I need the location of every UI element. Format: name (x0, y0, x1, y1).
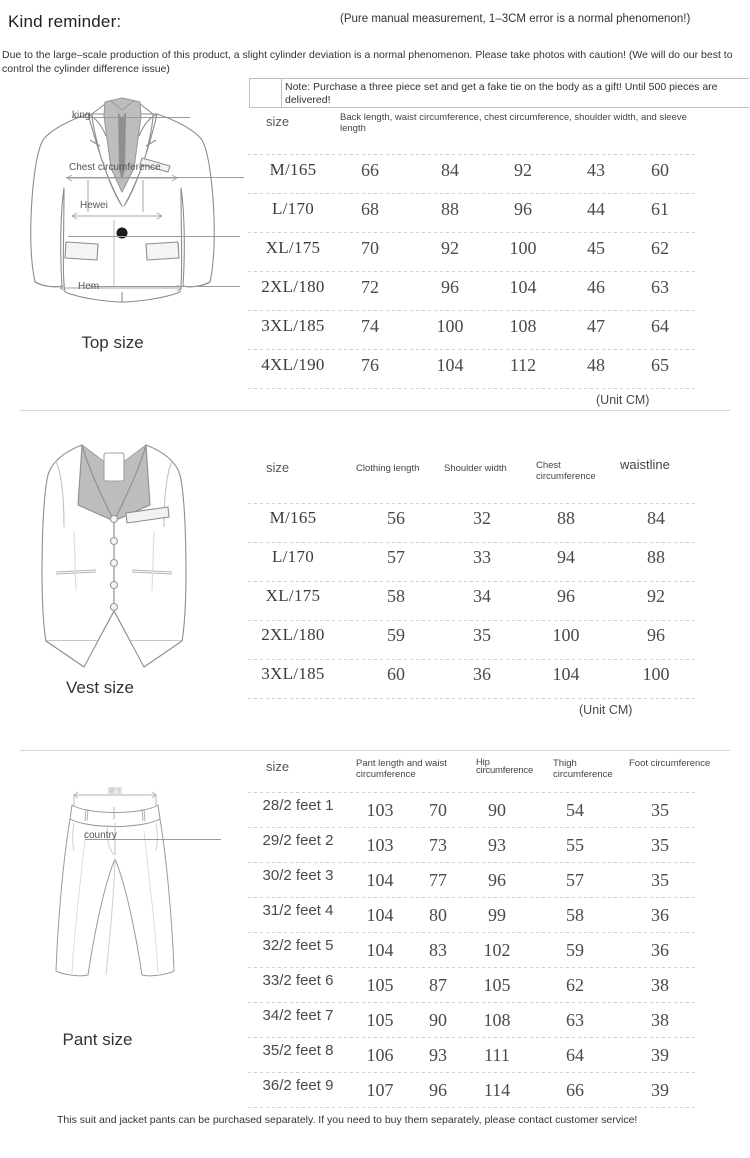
pants-cell-value: 35 (651, 800, 669, 820)
jacket-label-shoulder: king (72, 110, 91, 121)
pants-cell-size: 36/2 feet 9 (262, 1077, 334, 1094)
vest-row-divider (248, 542, 698, 543)
vest-row-divider (248, 659, 698, 660)
vest-cell-value: 92 (647, 586, 665, 606)
pants-label-country: country (84, 830, 117, 841)
jacket-cell-value: 100 (509, 238, 537, 258)
jacket-cell-value: 72 (361, 277, 379, 297)
pants-cell-value: 39 (651, 1045, 669, 1065)
pants-cell-value: 38 (651, 1010, 669, 1030)
jacket-cell-size: L/170 (271, 199, 315, 218)
jacket-chest-leader (66, 177, 244, 178)
pants-cell-value: 104 (366, 870, 394, 890)
pants-cell-size: 28/2 feet 1 (262, 797, 334, 814)
vest-cell-value: 100 (642, 664, 670, 684)
vest-header-clothing-length: Clothing length (356, 463, 420, 474)
pants-cell-size: 32/2 feet 5 (262, 937, 334, 954)
pants-cell-value: 35 (651, 835, 669, 855)
jacket-cell-value: 108 (509, 316, 537, 336)
pants-row-divider (248, 897, 698, 898)
jacket-cell-value: 45 (587, 238, 605, 258)
pants-cell-value: 58 (566, 905, 584, 925)
pants-row-divider (248, 1002, 698, 1003)
pants-cell-size: 33/2 feet 6 (262, 972, 334, 989)
pants-cell-value: 83 (429, 940, 447, 960)
section-divider-1 (20, 410, 730, 411)
vest-header-size: size (266, 460, 290, 475)
pants-cell-value: 93 (488, 835, 506, 855)
jacket-cell-size: 4XL/190 (261, 355, 325, 374)
jacket-cell-value: 76 (361, 355, 379, 375)
pants-illustration (30, 775, 200, 1015)
pants-cell-value: 114 (483, 1080, 511, 1100)
pants-cell-value: 36 (651, 940, 669, 960)
pants-row-divider (248, 827, 698, 828)
manual-measurement-note: (Pure manual measurement, 1–3CM error is a normal phenomenon!) (340, 13, 691, 25)
pants-header-thigh-circumference: Thigh circumference (553, 758, 613, 780)
jacket-row-divider (248, 271, 698, 272)
jacket-cell-value: 44 (587, 199, 605, 219)
jacket-cell-value: 46 (587, 277, 605, 297)
pants-cell-value: 39 (651, 1080, 669, 1100)
vest-cell-value: 100 (552, 625, 580, 645)
vest-cell-value: 60 (387, 664, 405, 684)
pants-cell-value: 66 (566, 1080, 584, 1100)
pants-cell-value: 36 (651, 905, 669, 925)
jacket-cell-value: 112 (509, 355, 537, 375)
jacket-cell-value: 64 (651, 316, 669, 336)
jacket-cell-value: 96 (441, 277, 459, 297)
pants-cell-value: 99 (488, 905, 506, 925)
section-divider-2 (20, 750, 730, 751)
jacket-row-divider (248, 232, 698, 233)
vest-cell-value: 59 (387, 625, 405, 645)
jacket-cell-value: 43 (587, 160, 605, 180)
pants-cell-value: 105 (366, 975, 394, 995)
vest-cell-value: 96 (557, 586, 575, 606)
vest-cell-value: 94 (557, 547, 575, 567)
pants-cell-value: 87 (429, 975, 447, 995)
vest-cell-value: 32 (473, 508, 491, 528)
pants-cell-value: 102 (483, 940, 511, 960)
vest-row-divider (248, 503, 698, 504)
pants-cell-value: 107 (366, 1080, 394, 1100)
pants-caption: Pant size (62, 1030, 133, 1049)
pants-cell-size: 35/2 feet 8 (262, 1042, 334, 1059)
pants-row-divider (248, 792, 698, 793)
pants-cell-value: 96 (488, 870, 506, 890)
pants-cell-value: 104 (366, 940, 394, 960)
jacket-cell-value: 47 (587, 316, 605, 336)
pants-cell-size: 34/2 feet 7 (262, 1007, 334, 1024)
jacket-row-divider (248, 310, 698, 311)
jacket-cell-value: 96 (514, 199, 532, 219)
production-disclaimer: Due to the large–scale production of this product, a slight cylinder deviation is a normal phenomenon. Please take photos with caution! (We will do our best to control the cylinder difference issue) (2, 49, 733, 75)
pants-cell-size: 30/2 feet 3 (262, 867, 334, 884)
jacket-cell-size: M/165 (269, 160, 317, 179)
pants-header-hip-circumference: Hip circumference (476, 757, 534, 776)
vest-illustration (22, 435, 207, 675)
pants-cell-value: 55 (566, 835, 584, 855)
jacket-illustration (10, 96, 235, 326)
jacket-cell-value: 100 (436, 316, 464, 336)
pants-cell-value: 70 (429, 800, 447, 820)
pants-row-divider (248, 1107, 698, 1108)
jacket-cell-value: 70 (361, 238, 379, 258)
jacket-row-divider (248, 154, 698, 155)
vest-cell-size: 2XL/180 (261, 625, 325, 644)
jacket-cell-value: 74 (361, 316, 379, 336)
jacket-cell-value: 104 (436, 355, 464, 375)
pants-cell-value: 35 (651, 870, 669, 890)
vest-cell-value: 36 (473, 664, 491, 684)
pants-cell-value: 64 (566, 1045, 584, 1065)
jacket-row-divider (248, 388, 698, 389)
pants-cell-value: 93 (429, 1045, 447, 1065)
pants-cell-value: 90 (429, 1010, 447, 1030)
page-title: Kind reminder: (8, 12, 122, 31)
jacket-cell-size: 2XL/180 (261, 277, 325, 296)
pants-cell-value: 57 (566, 870, 584, 890)
vest-cell-size: L/170 (271, 547, 315, 566)
pants-cell-value: 105 (483, 975, 511, 995)
pants-cell-value: 103 (366, 800, 394, 820)
jacket-cell-value: 66 (361, 160, 379, 180)
jacket-cell-value: 104 (509, 277, 537, 297)
jacket-cell-value: 63 (651, 277, 669, 297)
vest-cell-size: 3XL/185 (261, 664, 325, 683)
vest-header-waistline: waistline (620, 457, 670, 472)
vest-cell-value: 58 (387, 586, 405, 606)
pants-cell-value: 103 (366, 835, 394, 855)
jacket-cell-value: 92 (514, 160, 532, 180)
pants-cell-value: 108 (483, 1010, 511, 1030)
jacket-cell-value: 48 (587, 355, 605, 375)
vest-row-divider (248, 581, 698, 582)
vest-cell-value: 88 (557, 508, 575, 528)
jacket-row-divider (248, 193, 698, 194)
jacket-caption: Top size (81, 333, 144, 352)
vest-cell-value: 96 (647, 625, 665, 645)
footer-note: This suit and jacket pants can be purchased separately. If you need to buy them separately, please contact customer service! (57, 1114, 638, 1126)
pants-cell-value: 111 (484, 1045, 510, 1065)
vest-header-chest-circumference: Chest circumference (536, 460, 596, 482)
pants-cell-value: 104 (366, 905, 394, 925)
jacket-cell-value: 62 (651, 238, 669, 258)
pants-cell-size: 29/2 feet 2 (262, 832, 334, 849)
jacket-hem-leader (90, 286, 240, 287)
jacket-cell-value: 60 (651, 160, 669, 180)
vest-cell-value: 104 (552, 664, 580, 684)
pants-row-divider (248, 932, 698, 933)
pants-cell-value: 59 (566, 940, 584, 960)
vest-cell-size: M/165 (269, 508, 317, 527)
jacket-cell-value: 92 (441, 238, 459, 258)
pants-cell-value: 38 (651, 975, 669, 995)
pants-waist-cjk-label: 腰围 (108, 787, 122, 795)
vest-cell-value: 33 (473, 547, 491, 567)
pants-row-divider (248, 1072, 698, 1073)
vest-header-shoulder-width: Shoulder width (444, 463, 507, 474)
vest-cell-value: 88 (647, 547, 665, 567)
vest-cell-value: 84 (647, 508, 665, 528)
vest-row-divider (248, 620, 698, 621)
vest-cell-value: 57 (387, 547, 405, 567)
pants-row-divider (248, 967, 698, 968)
pants-cell-size: 31/2 feet 4 (262, 902, 334, 919)
pants-cell-value: 77 (429, 870, 447, 890)
jacket-cell-size: XL/175 (265, 238, 321, 257)
pants-cell-value: 90 (488, 800, 506, 820)
jacket-cell-value: 84 (441, 160, 459, 180)
jacket-cell-value: 68 (361, 199, 379, 219)
pants-cell-value: 105 (366, 1010, 394, 1030)
jacket-waist-leader (68, 236, 240, 237)
pants-cell-value: 54 (566, 800, 584, 820)
vest-cell-value: 34 (473, 586, 491, 606)
pants-cell-value: 62 (566, 975, 584, 995)
vest-cell-value: 35 (473, 625, 491, 645)
vest-row-divider (248, 698, 698, 699)
vest-cell-value: 56 (387, 508, 405, 528)
jacket-row-divider (248, 349, 698, 350)
jacket-cell-value: 61 (651, 199, 669, 219)
jacket-cell-value: 88 (441, 199, 459, 219)
pants-header-foot-circumference: Foot circumference (629, 758, 711, 769)
pants-row-divider (248, 1037, 698, 1038)
pants-cell-value: 73 (429, 835, 447, 855)
jacket-header-size: size (266, 114, 290, 129)
jacket-header-measurements: Back length, waist circumference, chest circumference, shoulder width, and sleeve length (340, 112, 687, 134)
jacket-unit-label: (Unit CM) (596, 393, 650, 407)
pants-cell-value: 63 (566, 1010, 584, 1030)
pants-cell-value: 106 (366, 1045, 394, 1065)
jacket-label-hem: Hem (78, 281, 100, 292)
jacket-cell-size: 3XL/185 (261, 316, 325, 335)
vest-caption: Vest size (65, 678, 135, 697)
vest-cell-size: XL/175 (265, 586, 321, 605)
jacket-label-chest: Chest circumference (69, 162, 161, 173)
gift-note-text: Note: Purchase a three piece set and get a fake tie on the body as a gift! Until 500 pieces are delivered! (285, 81, 718, 106)
pants-header-size: size (266, 759, 290, 774)
pants-cell-value: 80 (429, 905, 447, 925)
pants-cell-value: 96 (429, 1080, 447, 1100)
vest-unit-label: (Unit CM) (579, 703, 633, 717)
pants-header-pant-length-waist: Pant length and waist circumference (356, 758, 447, 780)
jacket-label-waist: Hewei (80, 200, 108, 211)
jacket-cell-value: 65 (651, 355, 669, 375)
pants-row-divider (248, 862, 698, 863)
